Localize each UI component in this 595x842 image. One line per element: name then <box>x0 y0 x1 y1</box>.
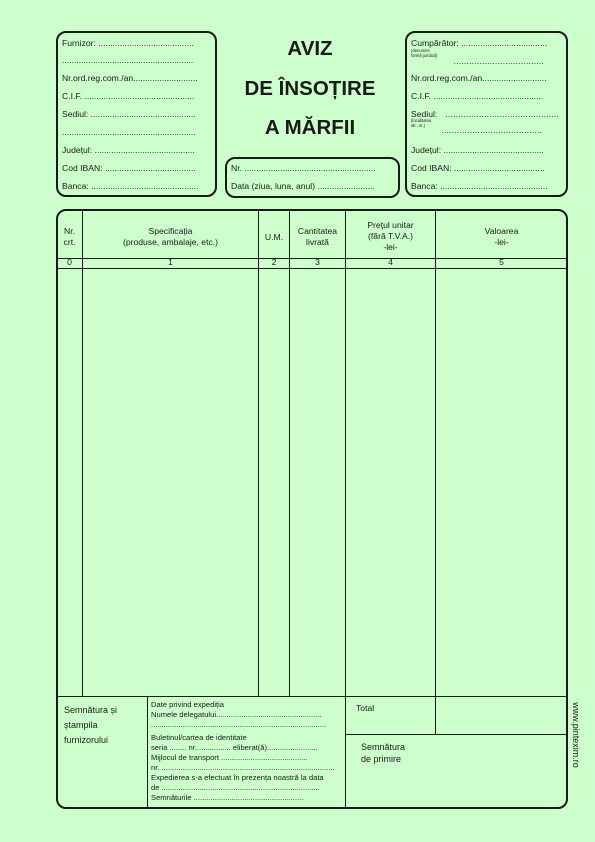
buyer-cif-field[interactable]: C.I.F. .............................................. <box>411 91 544 101</box>
supplier-address-field[interactable]: Sediul: ............................................ <box>62 109 196 119</box>
column-number: 0 <box>67 257 72 267</box>
delegate-name-field-cont[interactable]: ................................................................................... <box>151 720 327 729</box>
column-number: 3 <box>315 257 320 267</box>
header-um: U.M. <box>264 232 284 242</box>
header-specificatia: Specificația (produse, ambalaje, etc.) <box>122 226 219 247</box>
total-label: Total <box>356 703 375 713</box>
buyer-name-note: (denumire formă juridică)................................... <box>411 48 545 66</box>
supplier-iban-field[interactable]: Cod IBAN: ...................................... <box>62 163 196 173</box>
id-card-field[interactable]: seria ........ nr................. eliberat(ă)........................ <box>151 743 318 752</box>
buyer-county-field[interactable]: Județul: .......................................... <box>411 145 544 155</box>
receipt-signature-label: Semnătura de primire <box>361 742 406 764</box>
website-label: www.pintexim.ro <box>571 702 581 768</box>
buyer-reg-field[interactable]: Nr.ord.reg.com./an........................... <box>411 73 547 83</box>
column-divider-1 <box>82 210 83 696</box>
total-separator <box>346 734 567 735</box>
expedition-info <box>151 700 343 803</box>
column-number: 2 <box>271 257 277 267</box>
buyer-bank-field[interactable]: Banca: ............................................. <box>411 181 548 191</box>
column-divider-3 <box>289 210 290 696</box>
header-valoarea: Valoarea -lei- <box>484 226 519 247</box>
transport-number-field[interactable]: nr. .................................................................................. <box>151 763 335 772</box>
supplier-county-field[interactable]: Județul: .......................................... <box>62 145 195 155</box>
id-card-label: Buletinul/cartea de identitate <box>151 733 247 742</box>
delegate-name-field[interactable]: Numele delegatului.................................................. <box>151 710 322 719</box>
expedition-statement: Expedierea s-a efectuat în prezența noastră la data <box>151 773 324 782</box>
total-value-cell[interactable] <box>436 697 567 734</box>
page-title-line-1: AVIZ <box>287 37 333 60</box>
column-number: 1 <box>168 257 173 267</box>
numbers-separator <box>57 268 567 269</box>
header-nr-crt: Nr. crt. <box>63 226 76 247</box>
expedition-date-field[interactable]: de ........................................................................... <box>151 783 320 792</box>
column-number: 4 <box>388 257 393 267</box>
signatures-field[interactable]: Semnăturile .................................................... <box>151 793 304 802</box>
buyer-address-note: (localitatea str., nr.) ....................................... <box>411 118 543 135</box>
document-number-field[interactable]: Nr. ....................................................... <box>231 163 376 173</box>
column-divider-5 <box>435 210 436 734</box>
supplier-reg-field[interactable]: Nr.ord.reg.com./an........................... <box>62 73 198 83</box>
page-title-line-3: A MĂRFII <box>264 116 356 139</box>
column-divider-4 <box>345 210 346 808</box>
column-number: 5 <box>499 257 504 267</box>
supplier-cif-field[interactable]: C.I.F. .............................................. <box>62 91 195 101</box>
footer-divider <box>147 696 148 808</box>
column-divider-2 <box>258 210 259 696</box>
document-date-field[interactable]: Data (ziua, luna, anul) ........................ <box>231 181 375 191</box>
header-pret-unitar: Prețul unitar (fără T.V.A.) -lei- <box>367 220 414 252</box>
buyer-address-field[interactable]: Sediul: ............................................ <box>411 109 560 119</box>
buyer-iban-field[interactable]: Cod IBAN: ...................................... <box>411 163 545 173</box>
supplier-bank-field[interactable]: Banca: ............................................. <box>62 181 199 191</box>
page-title-line-2: DE ÎNSOȚIRE <box>244 77 376 100</box>
header-cantitatea: Cantitatea livrată <box>297 226 338 247</box>
supplier-name-field[interactable]: Furnizor: ........................................ <box>62 38 194 48</box>
transport-field[interactable]: Mijlocul de transport ......................................... <box>151 753 308 762</box>
supplier-signature-label: Semnătura și ștampila furnizorului <box>64 705 118 745</box>
buyer-name-field[interactable]: Cumpărător: .................................... <box>411 38 548 48</box>
supplier-address-field-cont[interactable]: ........................................................ <box>62 127 196 137</box>
expedition-line: Date privind expediția <box>151 700 225 709</box>
supplier-name-field-cont[interactable]: ....................................................... <box>62 55 194 65</box>
